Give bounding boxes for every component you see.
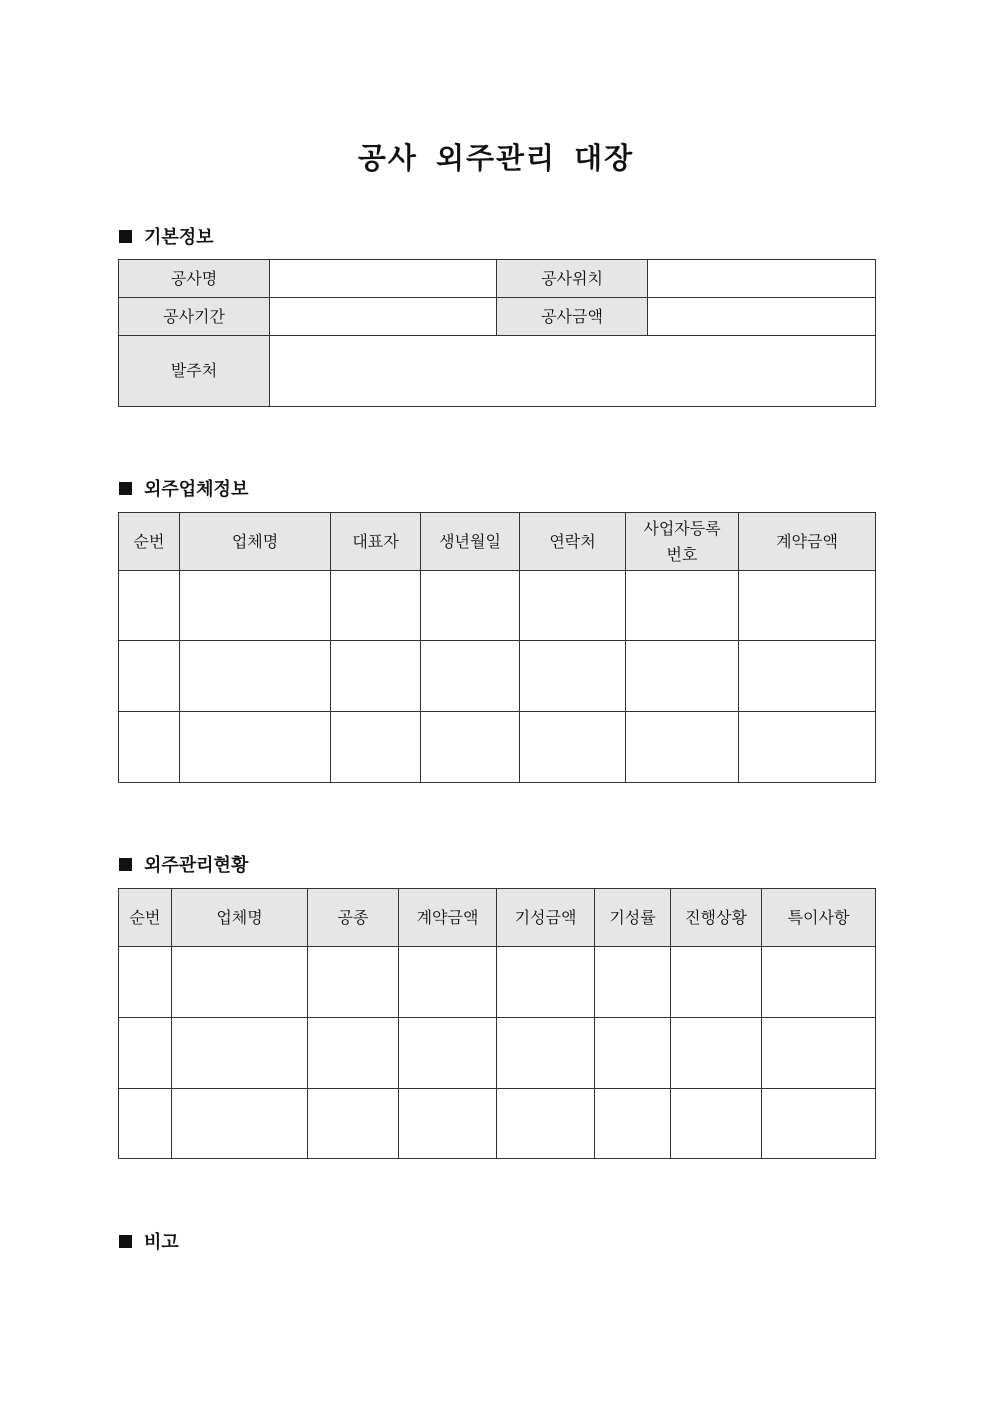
table-cell[interactable] — [762, 1089, 876, 1159]
square-bullet-icon — [119, 1235, 132, 1248]
location-field[interactable] — [648, 260, 876, 298]
table-cell[interactable] — [762, 947, 876, 1018]
table-row — [119, 712, 876, 783]
table-cell[interactable] — [421, 641, 520, 712]
table-cell[interactable] — [671, 947, 762, 1018]
section-heading: 외주관리현황 — [144, 855, 249, 876]
table-cell[interactable] — [331, 641, 421, 712]
col-header-contract-amount: 계약금액 — [739, 513, 876, 571]
col-header-contract-amount: 계약금액 — [399, 889, 497, 947]
table-row — [119, 1018, 876, 1089]
table-row — [119, 641, 876, 712]
table-cell[interactable] — [119, 1089, 172, 1159]
table-cell[interactable] — [331, 712, 421, 783]
col-header-progress-amount: 기성금액 — [497, 889, 595, 947]
business-number-line-1: 사업자등록 — [643, 518, 721, 538]
col-header-company: 업체명 — [172, 889, 308, 947]
col-header-progress-rate: 기성률 — [595, 889, 671, 947]
col-header-notes: 특이사항 — [762, 889, 876, 947]
vendor-info-table — [118, 512, 876, 783]
table-cell[interactable] — [739, 712, 876, 783]
table-cell[interactable] — [671, 1089, 762, 1159]
col-header-representative: 대표자 — [331, 513, 421, 571]
basic-info-table — [118, 259, 876, 407]
table-cell[interactable] — [180, 571, 331, 641]
table-cell[interactable] — [421, 571, 520, 641]
table-cell[interactable] — [308, 947, 399, 1018]
table-cell[interactable] — [119, 712, 180, 783]
table-cell[interactable] — [520, 641, 626, 712]
table-cell[interactable] — [331, 571, 421, 641]
col-header-trade: 공종 — [308, 889, 399, 947]
table-cell[interactable] — [172, 1018, 308, 1089]
square-bullet-icon — [119, 230, 132, 243]
col-header-company: 업체명 — [180, 513, 331, 571]
business-number-line-2: 번호 — [666, 544, 698, 564]
table-cell[interactable] — [595, 1018, 671, 1089]
table-cell[interactable] — [399, 947, 497, 1018]
col-header-state: 진행상황 — [671, 889, 762, 947]
table-cell[interactable] — [497, 1018, 595, 1089]
section-heading: 비고 — [144, 1232, 179, 1253]
table-cell[interactable] — [762, 1018, 876, 1089]
project-name-field[interactable] — [270, 260, 497, 298]
table-cell[interactable] — [180, 641, 331, 712]
table-row — [119, 1089, 876, 1159]
table-cell[interactable] — [308, 1089, 399, 1159]
table-cell[interactable] — [119, 571, 180, 641]
label-location: 공사위치 — [497, 260, 648, 298]
table-row — [119, 947, 876, 1018]
section-heading: 기본정보 — [144, 227, 214, 248]
section-basic-info — [119, 223, 214, 249]
table-cell[interactable] — [739, 641, 876, 712]
section-heading: 외주업체정보 — [144, 479, 249, 500]
table-cell[interactable] — [399, 1018, 497, 1089]
table-cell[interactable] — [595, 947, 671, 1018]
table-cell[interactable] — [520, 712, 626, 783]
col-header-no: 순번 — [119, 889, 172, 947]
col-header-no: 순번 — [119, 513, 180, 571]
label-period: 공사기간 — [119, 298, 270, 336]
label-client: 발주처 — [119, 336, 270, 407]
col-header-contact: 연락처 — [520, 513, 626, 571]
amount-field[interactable] — [648, 298, 876, 336]
table-cell[interactable] — [119, 947, 172, 1018]
table-cell[interactable] — [399, 1089, 497, 1159]
table-cell[interactable] — [595, 1089, 671, 1159]
table-cell[interactable] — [626, 712, 739, 783]
table-cell[interactable] — [497, 1089, 595, 1159]
table-cell[interactable] — [180, 712, 331, 783]
period-field[interactable] — [270, 298, 497, 336]
table-cell[interactable] — [172, 1089, 308, 1159]
table-cell[interactable] — [497, 947, 595, 1018]
col-header-birthdate: 생년월일 — [421, 513, 520, 571]
table-cell[interactable] — [172, 947, 308, 1018]
table-cell[interactable] — [626, 641, 739, 712]
table-cell[interactable] — [626, 571, 739, 641]
table-cell[interactable] — [308, 1018, 399, 1089]
col-header-business-number — [626, 513, 739, 571]
client-field[interactable] — [270, 336, 876, 407]
table-row — [119, 571, 876, 641]
section-remarks — [119, 1228, 179, 1254]
page-title: 공사 외주관리 대장 — [357, 141, 635, 175]
table-cell[interactable] — [520, 571, 626, 641]
square-bullet-icon — [119, 482, 132, 495]
label-project-name: 공사명 — [119, 260, 270, 298]
label-amount: 공사금액 — [497, 298, 648, 336]
management-status-table — [118, 888, 876, 1159]
table-cell[interactable] — [739, 571, 876, 641]
table-cell[interactable] — [671, 1018, 762, 1089]
table-cell[interactable] — [119, 641, 180, 712]
square-bullet-icon — [119, 858, 132, 871]
section-management-status — [119, 851, 248, 877]
table-cell[interactable] — [119, 1018, 172, 1089]
section-vendor-info — [119, 475, 248, 501]
table-cell[interactable] — [421, 712, 520, 783]
